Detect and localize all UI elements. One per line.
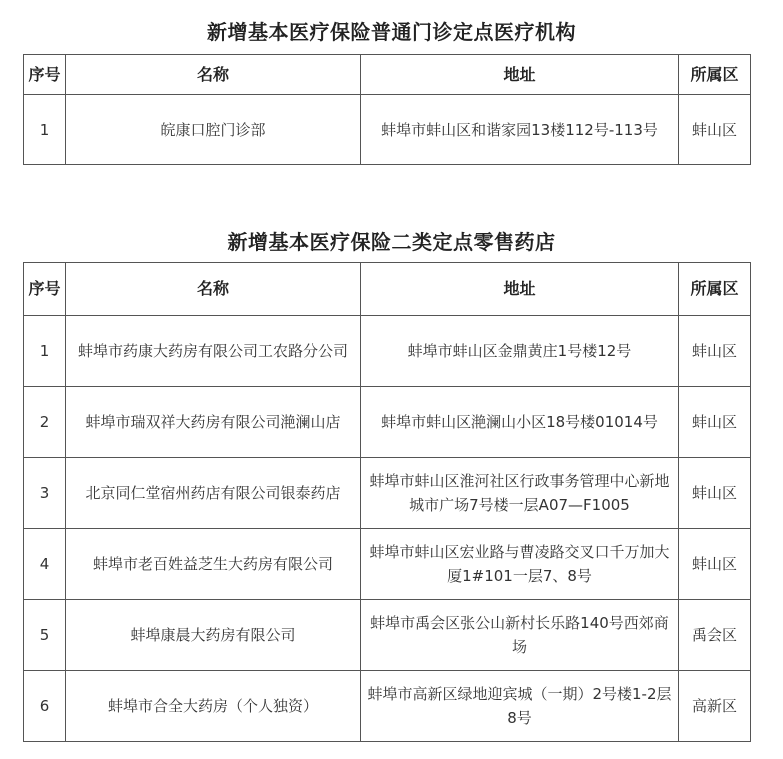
header-no: 序号 <box>24 263 66 316</box>
cell-address: 蚌埠市高新区绿地迎宾城（一期）2号楼1-2层8号 <box>361 671 679 742</box>
cell-address: 蚌埠市蚌山区金鼎黄庄1号楼12号 <box>361 316 679 387</box>
cell-name: 蚌埠市老百姓益芝生大药房有限公司 <box>66 529 361 600</box>
cell-address: 蚌埠市蚌山区滟澜山小区18号楼01014号 <box>361 387 679 458</box>
header-name: 名称 <box>66 263 361 316</box>
cell-district: 禹会区 <box>679 600 751 671</box>
table-row <box>24 671 751 742</box>
cell-no: 1 <box>24 316 66 387</box>
pharmacies-table <box>23 262 751 742</box>
cell-name: 蚌埠市合全大药房（个人独资） <box>66 671 361 742</box>
table-row <box>24 529 751 600</box>
table-row <box>24 600 751 671</box>
cell-address: 蚌埠市蚌山区和谐家园13楼112号-113号 <box>361 95 679 165</box>
cell-no: 3 <box>24 458 66 529</box>
cell-no: 4 <box>24 529 66 600</box>
header-no: 序号 <box>24 55 66 95</box>
table-header-row <box>24 55 751 95</box>
cell-name: 皖康口腔门诊部 <box>66 95 361 165</box>
header-district: 所属区 <box>679 55 751 95</box>
table-row <box>24 316 751 387</box>
cell-name: 蚌埠市瑞双祥大药房有限公司滟澜山店 <box>66 387 361 458</box>
cell-address: 蚌埠市禹会区张公山新村长乐路140号西郊商场 <box>361 600 679 671</box>
cell-no: 5 <box>24 600 66 671</box>
cell-name: 蚌埠市药康大药房有限公司工农路分公司 <box>66 316 361 387</box>
table-row <box>24 95 751 165</box>
table-row <box>24 458 751 529</box>
cell-district: 蚌山区 <box>679 387 751 458</box>
table-header-row <box>24 263 751 316</box>
cell-address: 蚌埠市蚌山区宏业路与曹凌路交叉口千万加大厦1#101一层7、8号 <box>361 529 679 600</box>
cell-district: 蚌山区 <box>679 316 751 387</box>
clinics-table <box>23 54 751 165</box>
cell-no: 6 <box>24 671 66 742</box>
header-district: 所属区 <box>679 263 751 316</box>
header-name: 名称 <box>66 55 361 95</box>
cell-district: 蚌山区 <box>679 529 751 600</box>
cell-district: 蚌山区 <box>679 95 751 165</box>
cell-name: 北京同仁堂宿州药店有限公司银泰药店 <box>66 458 361 529</box>
cell-no: 1 <box>24 95 66 165</box>
header-address: 地址 <box>361 263 679 316</box>
cell-address: 蚌埠市蚌山区淮河社区行政事务管理中心新地城市广场7号楼一层A07—F1005 <box>361 458 679 529</box>
table-row <box>24 387 751 458</box>
header-address: 地址 <box>361 55 679 95</box>
section-title-pharmacies: 新增基本医疗保险二类定点零售药店 <box>227 230 556 254</box>
cell-no: 2 <box>24 387 66 458</box>
section-title-clinics: 新增基本医疗保险普通门诊定点医疗机构 <box>207 20 576 44</box>
cell-district: 高新区 <box>679 671 751 742</box>
cell-name: 蚌埠康晨大药房有限公司 <box>66 600 361 671</box>
cell-district: 蚌山区 <box>679 458 751 529</box>
